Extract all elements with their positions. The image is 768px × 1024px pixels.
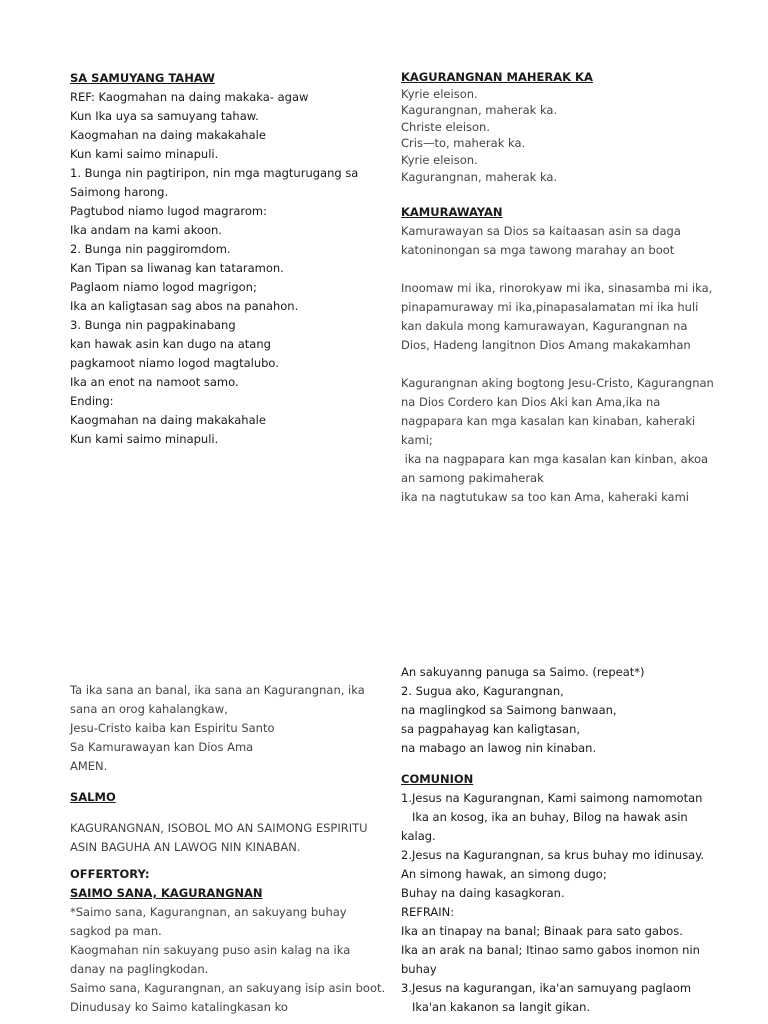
offertory-heading: OFFERTORY:	[70, 867, 150, 881]
text-line: nagpapara kan mga kasalan kan kinaban, kaheraki	[401, 414, 696, 428]
text-line: ika na nagpapara kan mga kasalan kan kinban, akoa	[401, 452, 709, 466]
text-line: sagkod pa man.	[70, 924, 162, 938]
kyrie-lyrics	[401, 86, 731, 186]
text-line: Kun Ika uya sa samuyang tahaw.	[70, 109, 259, 123]
text-line: REFRAIN:	[401, 905, 455, 919]
text-line: ASIN BAGUHA AN LAWOG NIN KINABAN.	[70, 840, 301, 854]
text-line: An sakuyanng panuga sa Saimo. (repeat*)	[401, 665, 645, 679]
text-line: Ta ika sana an banal, ika sana an Kagurangnan, ika	[70, 683, 365, 697]
page2-left-column	[70, 681, 386, 1017]
salmo-lines	[70, 819, 370, 857]
text-line: Jesu-Cristo kaiba kan Espiritu Santo	[70, 721, 275, 735]
text-line: Dios, Hadeng langitnon Dios Amang makakamhan	[401, 338, 691, 352]
text-line: Ending:	[70, 394, 114, 408]
text-line: 2. Bunga nin paggiromdom.	[70, 242, 231, 256]
text-line: An simong hawak, an simong dugo;	[401, 867, 607, 881]
text-line: Kun kami saimo minapuli.	[70, 432, 219, 446]
text-line: AMEN.	[70, 759, 108, 773]
gloria-verse-1	[401, 222, 731, 260]
text-line: *Saimo sana, Kagurangnan, an sakuyang buhay	[70, 905, 347, 919]
text-line: kami;	[401, 433, 433, 447]
text-line: buhay	[401, 962, 437, 976]
comunion-lyrics	[401, 789, 731, 1017]
text-line: Ika'an kakanon sa langit gikan.	[401, 1000, 591, 1014]
text-line: Kamurawayan sa Dios sa kaitaasan asin sa daga	[401, 224, 681, 238]
text-line: Saimo sana, Kagurangnan, an sakuyang isip asin boot.	[70, 981, 386, 995]
salmo-heading: SALMO	[70, 790, 116, 804]
text-line: pagkamoot niamo logod magtalubo.	[70, 356, 279, 370]
text-line: Kagurangnan aking bogtong Jesu-Cristo, Kagurangnan	[401, 376, 714, 390]
text-line: Ika an enot na namoot samo.	[70, 375, 239, 389]
text-line: 3.Jesus na kagurangan, ika'an samuyang paglaom	[401, 981, 692, 995]
text-line: kan hawak asin kan dugo na atang	[70, 337, 271, 351]
page1-right-column	[401, 69, 731, 185]
text-line: 2.Jesus na Kagurangnan, sa krus buhay mo idinusay.	[401, 848, 705, 862]
text-line: Kyrie eleison.	[401, 152, 478, 167]
text-line: REF: Kaogmahan na daing makaka- agaw	[70, 90, 309, 104]
text-line: sana an orog kahalangkaw,	[70, 702, 228, 716]
text-line: Saimong harong.	[70, 185, 169, 199]
gloria-heading: KAMURAWAYAN	[401, 205, 503, 219]
text-line: Sa Kamurawayan kan Dios Ama	[70, 740, 254, 754]
text-line: kan dakula mong kamurawayan, Kagurangnan na	[401, 319, 688, 333]
text-line: Ika an kosog, ika an buhay, Bilog na hawak asin	[401, 810, 688, 824]
text-line: Kaogmahan nin sakuyang puso asin kalag na ika	[70, 943, 351, 957]
text-line: na Dios Cordero kan Dios Aki kan Ama,ika na	[401, 395, 661, 409]
text-line: Christe eleison.	[401, 119, 490, 134]
text-line: na maglingkod sa Saimong banwaan,	[401, 703, 617, 717]
offertory-continued-lines	[401, 663, 731, 758]
gloria-verse-3	[401, 374, 731, 507]
text-line: KAGURANGNAN, ISOBOL MO AN SAIMONG ESPIRITU	[70, 821, 368, 835]
gloria-section	[401, 203, 731, 507]
text-line: an samong pakimaherak	[401, 471, 544, 485]
text-line: Dinudusay ko Saimo katalingkasan ko	[70, 1000, 288, 1014]
page2-right-column	[401, 663, 731, 1017]
doxology-lines	[70, 681, 370, 776]
text-line: na mabago an lawog nin kinaban.	[401, 741, 597, 755]
kyrie-heading: KAGURANGNAN MAHERAK KA	[401, 70, 593, 84]
saimo-sana-heading: SAIMO SANA, KAGURANGNAN	[70, 886, 263, 900]
text-line: Pagtubod niamo lugod magrarom:	[70, 204, 267, 218]
text-line: Inoomaw mi ika, rinorokyaw mi ika, sinasamba mi ika,	[401, 281, 713, 295]
text-line: danay na paglingkodan.	[70, 962, 209, 976]
text-line: Ika an tinapay na banal; Binaak para sato gabos.	[401, 924, 683, 938]
text-line: Kagurangnan, maherak ka.	[401, 103, 558, 118]
text-line: 1. Bunga nin pagtiripon, nin mga magturugang sa	[70, 166, 359, 180]
text-line: Cris—to, maherak ka.	[401, 136, 526, 151]
song-lyrics	[70, 88, 370, 449]
text-line: sa pagpahayag kan kaligtasan,	[401, 722, 581, 736]
text-line: Kaogmahan na daing makakahale	[70, 128, 266, 142]
text-line: Ika andam na kami akoon.	[70, 223, 222, 237]
text-line: Ika an arak na banal; Itinao samo gabos inomon nin	[401, 943, 700, 957]
text-line: Buhay na daing kasagkoran.	[401, 886, 565, 900]
gloria-verse-2	[401, 279, 731, 355]
text-line: Kun kami saimo minapuli.	[70, 147, 219, 161]
text-line: 1.Jesus na Kagurangnan, Kami saimong namomotan	[401, 791, 703, 805]
text-line: kalag.	[401, 829, 436, 843]
text-line: pinapamuraway mi ika,pinapasalamatan mi ika huli	[401, 300, 699, 314]
text-line: 2. Sugua ako, Kagurangnan,	[401, 684, 564, 698]
comunion-heading: COMUNION	[401, 772, 474, 786]
text-line: Kaogmahan na daing makakahale	[70, 413, 266, 427]
text-line: Kan Tipan sa liwanag kan tataramon.	[70, 261, 284, 275]
text-line: Ika an kaligtasan sag abos na panahon.	[70, 299, 299, 313]
text-line: 3. Bunga nin pagpakinabang	[70, 318, 236, 332]
saimo-sana-lyrics	[70, 903, 386, 1017]
song-title-sa-samuyang-tahaw: SA SAMUYANG TAHAW	[70, 71, 215, 85]
text-line: ika na nagtutukaw sa too kan Ama, kaheraki kami	[401, 490, 690, 504]
text-line: Kagurangnan, maherak ka.	[401, 169, 558, 184]
text-line: Kyrie eleison.	[401, 86, 478, 101]
text-line: Paglaom niamo logod magrigon;	[70, 280, 257, 294]
text-line: katoninongan sa mga tawong marahay an boot	[401, 243, 675, 257]
page1-left-column	[70, 69, 370, 449]
